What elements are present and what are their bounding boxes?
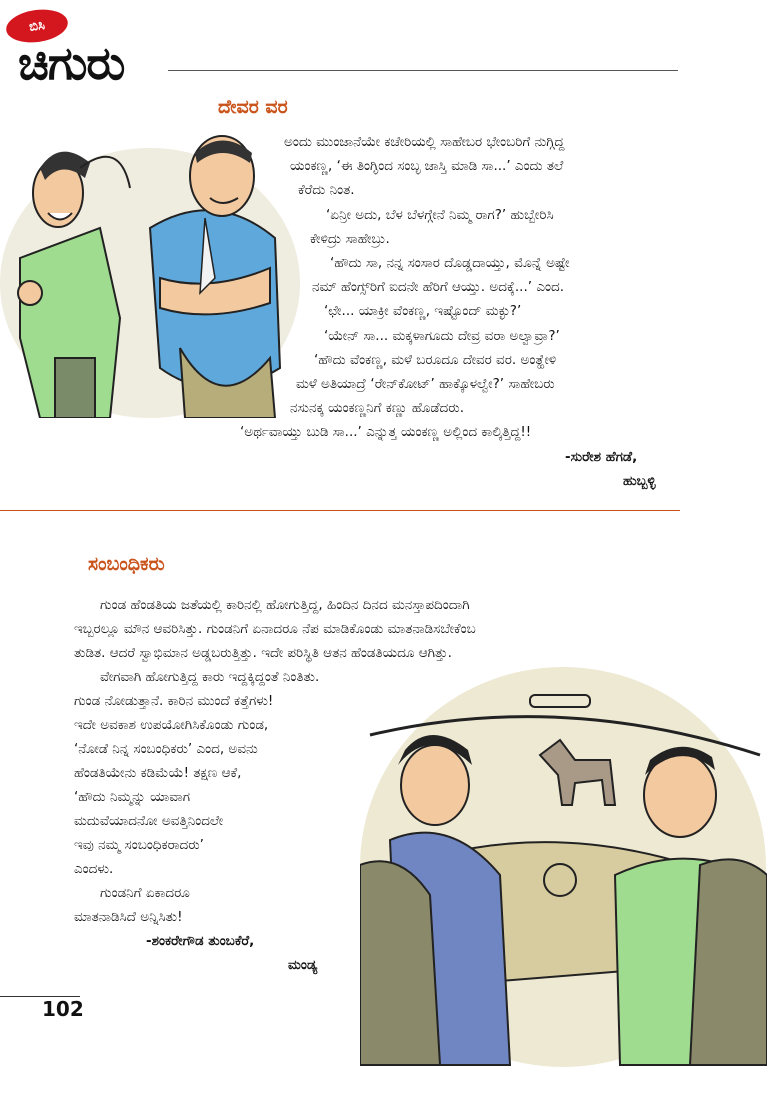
- story1-line: ‘ಯೇನ್ ಸಾ... ಮಕ್ಕಳಾಗೂದು ದೇವ್ರ ವರಾ ಅಲ್ವಾವ್ರಾ?’: [324, 327, 560, 344]
- story2-line: ಇಬ್ಬರಲ್ಲೂ ಮೌನ ಆವರಿಸಿತ್ತು. ಗುಂಡನಿಗೆ ಏನಾದರೂ ನೆಪ ಮಾಡಿಕೊಂಡು ಮಾತನಾಡಿಸಬೇಕೆಂಬ: [74, 621, 476, 637]
- story1-line: ಕೆರೆದು ನಿಂತ.: [298, 182, 355, 199]
- story1-line: ಅಂದು ಮುಂಜಾನೆಯೇ ಕಚೇರಿಯಲ್ಲಿ ಸಾಹೇಬರ ಭೇಂಬರಿಗೆ ನುಗ್ಗಿದ್ದ: [284, 134, 565, 150]
- story2-line: ಗುಂಡನಿಗೆ ಏಕಾದರೂ: [100, 885, 190, 901]
- section-title-logo: ಚಿಗುರು: [18, 36, 125, 90]
- story2-line: ಮಾತನಾಡಿಸಿದೆ ಅನ್ನಿಸಿತು!: [74, 909, 183, 925]
- story2-line: ತುಡಿತ. ಆದರೆ ಸ್ವಾಭಿಮಾನ ಅಡ್ಡಬರುತ್ತಿತ್ತು. ಇದೇ ಪರಿಸ್ಥಿತಿ ಆತನ ಹೆಂಡತಿಯದೂ ಆಗಿತ್ತು.: [74, 645, 452, 661]
- story2-body: [74, 593, 668, 977]
- story2-place: ಮಂಡ್ಯ: [288, 957, 318, 973]
- story2-line: ಹೆಂಡತಿಯೇನು ಕಡಿಮೆಯೆ! ತಕ್ಷಣ ಆಕೆ,: [74, 765, 242, 781]
- story1-line: ‘ಹೌದು ವೆಂಕಣ್ಣ, ಮಳೆ ಬರೂದೂ ದೇವರ ವರ. ಅಂತ್ಹೇಳಿ: [314, 351, 557, 368]
- story2-line: ಗುಂಡ ನೋಡುತ್ತಾನೆ. ಕಾರಿನ ಮುಂದೆ ಕತ್ತೆಗಳು!: [74, 693, 274, 709]
- story1-line: ಮಳೆ ಅತಿಯಾದ್ರೆ ‘ರೇನ್‌ಕೋಟ್’ ಹಾಕ್ಕೊಳಲ್ವೇ?’ ಸಾಹೇಬರು: [296, 376, 555, 393]
- story1-line: ಕೇಳಿದ್ರು ಸಾಹೇಬ್ರು.: [310, 230, 390, 247]
- story1-line: ‘ಹೌದು ಸಾ, ನನ್ನ ಸಂಸಾರ ದೊಡ್ಡದಾಯ್ತು, ಮೊನ್ನೆ ಅಷ್ಟೇ: [330, 255, 570, 272]
- story2-line: ‘ನೋಡೆ ನಿನ್ನ ಸಂಬಂಧಿಕರು’ ಎಂದ, ಅವನು: [74, 741, 258, 757]
- story1-place: ಹುಬ್ಬಳ್ಳಿ: [623, 472, 656, 489]
- story1-line: ‘ಅರ್ಥವಾಯ್ತು ಬುಡಿ ಸಾ...’ ಎನ್ನುತ್ತ ಯಂಕಣ್ಣ ಅಲ್ಲಿಂದ ಕಾಲ್ಕಿತ್ತಿದ್ದ!!: [240, 424, 532, 441]
- story1-body: [240, 130, 680, 493]
- story2-line: ಇವು ನಮ್ಮ ಸಂಬಂಧಿಕರಾದರು’: [74, 837, 204, 853]
- story2-line: ‘ಹೌದು ನಿಮ್ಮನ್ನು ಯಾವಾಗ: [74, 789, 191, 805]
- story1-line: ‘ಛೇ... ಯಾಕ್ರೀ ವೆಂಕಣ್ಣ, ಇಷ್ಟೊಂದ್ ಮಕ್ಳು?’: [324, 303, 522, 320]
- story1-title: ದೇವರ ವರ: [218, 96, 288, 118]
- story2-line: ವೇಗವಾಗಿ ಹೋಗುತ್ತಿದ್ದ ಕಾರು ಇದ್ದಕ್ಕಿದ್ದಂತೆ ನಿಂತಿತು.: [100, 669, 320, 685]
- magazine-logo-badge: ಬಿಸಿ: [4, 6, 70, 46]
- story1-line: ಯಂಕಣ್ಣ, ‘ಈ ತಿಂಗ್ಳಿಂದ ಸಂಬ್ಳ ಜಾಸ್ತಿ ಮಾಡಿ ಸಾ...’ ಎಂದು ತಲೆ: [290, 158, 564, 175]
- story-divider: [0, 510, 680, 511]
- story1-line: ನಸುನಕ್ಕ ಯಂಕಣ್ಣನಿಗೆ ಕಣ್ಣು ಹೊಡೆದರು.: [290, 400, 464, 417]
- story2-line: ಎಂದಳು.: [74, 861, 114, 877]
- story2-author: -ಶಂಕರೇಗೌಡ ತುಂಬಕೆರೆ,: [146, 933, 255, 949]
- header-rule: [168, 70, 678, 71]
- story2-title: ಸಂಬಂಧಿಕರು: [88, 553, 165, 575]
- story1-line: ‘ಏನ್ರೀ ಅದು, ಬೆಳ ಬೆಳಗ್ಗೇನೆ ನಿಮ್ಮ ರಾಗ?’ ಹುಬ್ಬೇರಿಸಿ: [326, 206, 554, 223]
- story2-line: ಮದುವೆಯಾದನೋ ಅವತ್ತಿನಿಂದಲೇ: [74, 813, 224, 829]
- story2-line: ಇದೇ ಅವಕಾಶ ಉಪಯೋಗಿಸಿಕೊಂಡು ಗುಂಡ,: [74, 717, 269, 733]
- story2-line: ಗುಂಡ ಹೆಂಡತಿಯ ಜತೆಯಲ್ಲಿ ಕಾರಿನಲ್ಲಿ ಹೋಗುತ್ತಿದ್ದ, ಹಿಂದಿನ ದಿನದ ಮನಸ್ತಾಪದಿಂದಾಗಿ: [100, 597, 470, 613]
- story1-line: ನಮ್ ಹೆಂಗ್ಸ್‌ರಿಗೆ ಐದನೇ ಹೆರಿಗೆ ಆಯ್ತು. ಅದಕ್ಕೆ...’ ಎಂದ.: [312, 279, 564, 296]
- page-number: 102: [42, 997, 84, 1021]
- story1-author: -ಸುರೇಶ ಹೆಗಡೆ,: [565, 448, 638, 465]
